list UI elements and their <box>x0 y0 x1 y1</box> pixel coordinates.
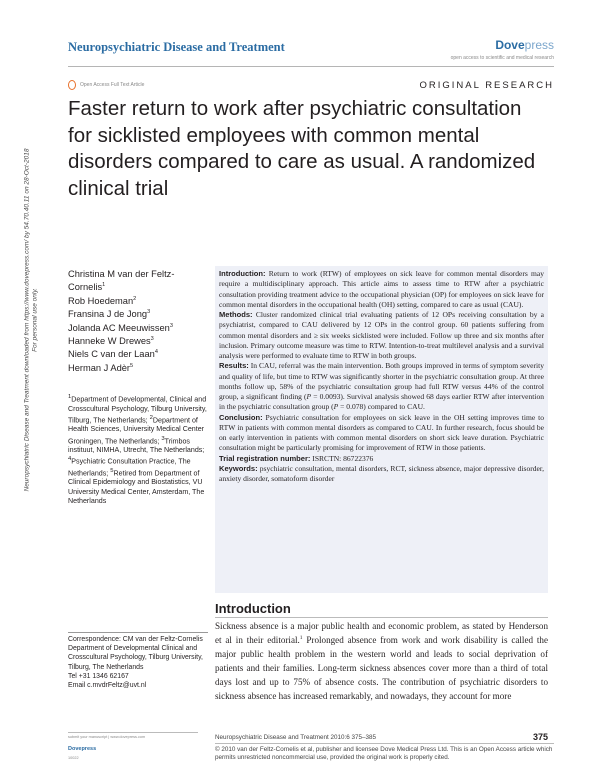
publisher-logo-main: Dove <box>495 38 525 52</box>
citation: Neuropsychiatric Disease and Treatment 2010:6 375–385 <box>215 734 377 741</box>
footer-publisher: Dovepress <box>68 746 97 752</box>
correspondence <box>68 632 208 690</box>
author: Hanneke W Drewes$^3$ <box>68 335 154 347</box>
abstract-introduction: Introduction: Return to work (RTW) of employees on sick leave for common mental disorders may require a multidisciplinary approach. This article aims to assess time to RTW after a psychiatric consultation providing treatment advice to the occupational physician (OP) for employees on sick leave for common mental disorders in the occupational health (OH) setting, compared to care as usual (CAU). <box>219 269 544 309</box>
abstract-trial-registration: Trial registration number: ISRCTN: 86722376 <box>219 453 374 463</box>
affiliations: $^1$Department of Developmental, Clinical and Crosscultural Psychology, Tilburg University, Tilburg, The Netherlands; $^2$Department of Health Sciences, University Medical Center Groningen, The Netherlands; $^3$Trimbos instituut, NIMHA, Utrecht, The Netherlands; $^4$Psychiatric Consultation Practice, The Netherlands; $^5$Retired from Department of Clinical Epidemiology and Biostatistics, VU University Medical Center, Amsterdam, The Netherlands <box>68 394 207 505</box>
abstract-keywords: Keywords: psychiatric consultation, mental disorders, RCT, sickness absence, major depressive disorder, anxiety disorder, somatoform disorder <box>219 463 544 483</box>
abstract-conclusion: Conclusion: Psychiatric consultation for employees on sick leave in the OH setting improves time to RTW in patients with common mental disorders as compared to CAU. In further research, focus should be on early intervention in patients with common mental disorders on short sick leave duration. Psychiatric consultation might be particularly promising for improvement of RTW in those patients. <box>219 412 544 453</box>
author: Christina M van der Feltz-Cornelis$^1$ <box>68 269 175 293</box>
download-note <box>20 100 42 540</box>
correspondence-tel: Tel +31 1346 62167 <box>68 672 129 680</box>
author: Herman J Adèr$^5$ <box>68 362 134 373</box>
open-access-text: Open Access Full Text Article <box>80 82 145 88</box>
correspondence-address: Department of Developmental Clinical and Crosscultural Psychology, Tilburg University, Tilburg, The Netherlands <box>68 645 203 671</box>
author-list <box>68 268 206 375</box>
author: Fransina J de Jong$^3$ <box>68 309 151 320</box>
article-type: ORIGINAL RESEARCH <box>419 80 554 91</box>
abstract-results: Results: In CAU, referral was the main intervention. Both groups improved in terms of symptom severity and quality of life, but time to RTW was significantly shorter in the psychiatric consultation group. At three months follow up, 58% of the psychiatric consultation group had full RTW versus 44% of the control group, a significant finding (P = 0.0093). Survival analysis showed 68 days earlier RTW after intervention in the psychiatric consultation group (P = 0.078) compared to CAU. <box>219 361 544 412</box>
footer-doi: 10022 <box>68 756 79 760</box>
publisher-logo-suffix: press <box>524 38 554 52</box>
correspondence-email: Email c.mvdrFeltz@uvt.nl <box>68 682 147 690</box>
publisher-logo <box>495 38 554 52</box>
author: Rob Hoedeman$^2$ <box>68 295 137 306</box>
author: Jolanda AC Meeuwissen$^3$ <box>68 322 173 333</box>
publisher-tagline: open access to scientific and medical research <box>450 55 554 61</box>
author: Niels C van der Laan$^4$ <box>68 349 158 360</box>
copyright: © 2010 van der Feltz-Cornelis et al, publisher and licensee Dove Medical Press Ltd. This is an Open Access article which permits unrestricted noncommercial use, provided the original work is properly cited. <box>215 746 553 762</box>
introduction-divider <box>215 617 548 618</box>
journal-name: Neuropsychiatric Disease and Treatment <box>68 40 285 54</box>
open-access-label <box>68 80 144 90</box>
header-divider <box>68 66 554 67</box>
introduction-heading: Introduction <box>215 601 291 616</box>
abstract-box <box>215 266 548 593</box>
submit-manuscript-link[interactable]: submit your manuscript | www.dovepress.com <box>68 732 198 740</box>
abstract-methods: Methods: Cluster randomized clinical trial evaluating patients of 12 OPs receiving consultation by a psychiatrist, compared to CAU delivered by 12 OPs in the control group. 60 patients suffering from common mental disorders and ≥ six weeks sicklisted were included. Follow up three and six months after inclusion. Primary outcome measure was time to RTW. Intention-to-treat multilevel analysis and a survival analysis were performed to evaluate time to RTW in both groups. <box>219 310 544 360</box>
introduction-body: Sickness absence is a major public health and economic problem, as stated by Henderson et al in their editorial.$^1$ Prolonged absence from work and work disability is called the major public health problem in the western world and leads to social deprivation of patients and their families. Long-term sickness absences cover more than a third of total days lost and up to 75% of absence costs. The contribution of psychiatric disorders to sickness absence has increased remarkably, and nowadays, they account for more <box>215 621 548 701</box>
footer-divider <box>215 743 554 744</box>
open-access-lock-icon <box>68 80 76 90</box>
page-number: 375 <box>532 732 548 742</box>
article-title: Faster return to work after psychiatric consultation for sicklisted employees with common mental disorders compared to care as usual. A randomized clinical trial <box>68 97 536 200</box>
download-note-line1: Neuropsychiatric Disease and Treatment downloaded from https://www.dovepress.com/ by 54.70.40.11 on 28-Oct-2018 <box>23 148 30 492</box>
correspondence-heading: Correspondence: CM van der Feltz-Cornelis <box>68 636 203 643</box>
download-note-line2: For personal use only. <box>31 288 38 352</box>
